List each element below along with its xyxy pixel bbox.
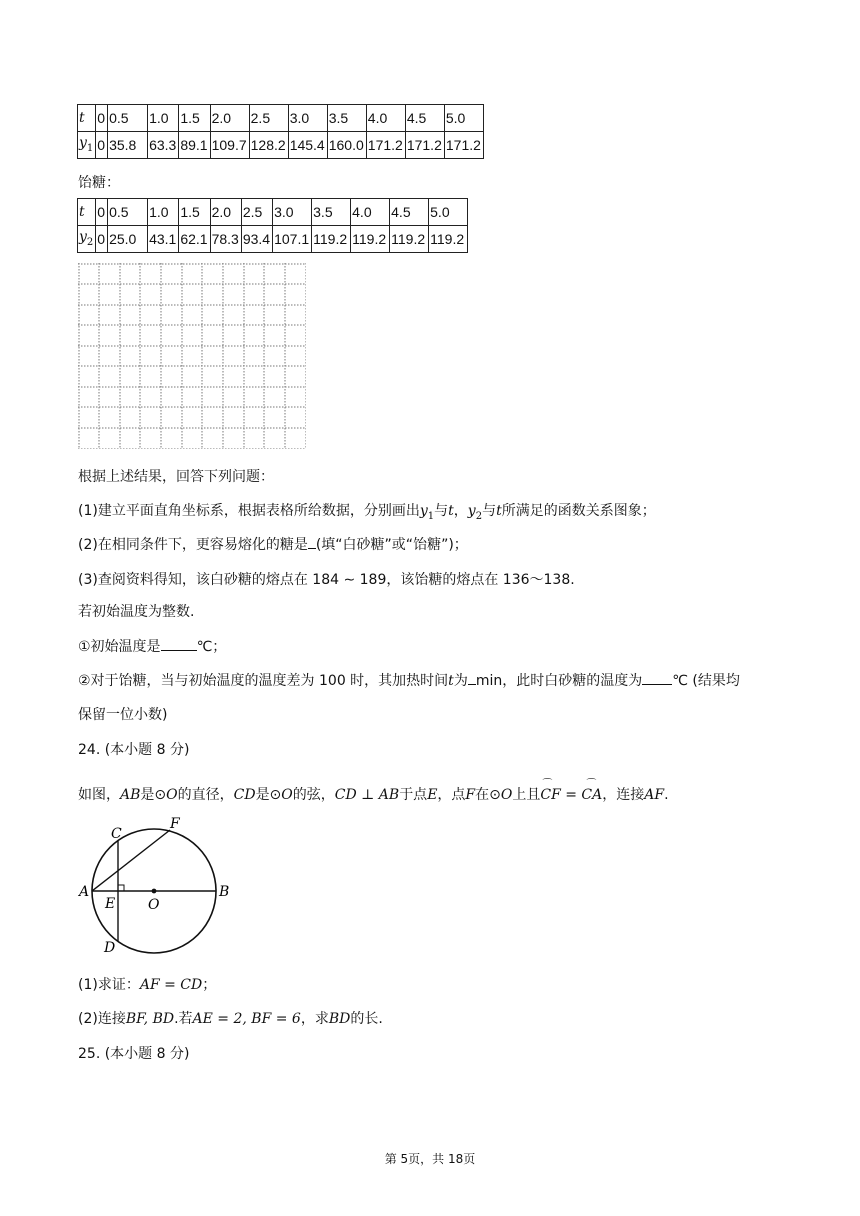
text-run: (1)建立平面直角坐标系，根据表格所给数据，分别画出 bbox=[78, 503, 420, 519]
answer-blank[interactable] bbox=[161, 636, 197, 651]
arc-mark-icon: ⌒ bbox=[542, 779, 553, 790]
var-sub: 2 bbox=[86, 236, 94, 248]
text-run: ①初始温度是 bbox=[78, 639, 161, 655]
q23-sub1 bbox=[78, 636, 226, 656]
text-run: 与 bbox=[482, 503, 497, 519]
text-run: min，此时白砂糖的温度为 bbox=[475, 673, 643, 689]
table-cell: 119.2 bbox=[351, 226, 390, 253]
table-cell: 119.2 bbox=[390, 226, 429, 253]
table-cell: 4.5 bbox=[405, 105, 444, 132]
table-cell: 2.0 bbox=[210, 199, 241, 226]
math-var: t bbox=[448, 673, 454, 689]
text-run: (2)在相同条件下，更容易熔化的糖是 bbox=[78, 537, 308, 553]
table-row bbox=[78, 105, 484, 132]
arc-mark-icon: ⌒ bbox=[586, 779, 597, 790]
var-sub: 1 bbox=[427, 510, 435, 522]
page-footer: 第 5页，共 18页 bbox=[384, 1152, 476, 1166]
math-var: BD bbox=[328, 1011, 351, 1027]
table-cell: 25.0 bbox=[108, 226, 148, 253]
math-var: F bbox=[465, 787, 476, 803]
label-c: C bbox=[111, 826, 122, 842]
math-var: O bbox=[166, 787, 178, 803]
text-run: 是⊙ bbox=[255, 787, 282, 803]
math-var: AB bbox=[120, 787, 141, 803]
text-run: 于点 bbox=[399, 787, 428, 803]
math-expr bbox=[540, 779, 603, 803]
var-y: y bbox=[79, 135, 87, 152]
q23-part2 bbox=[78, 534, 468, 554]
table-row bbox=[78, 199, 468, 226]
table-cell: 5.0 bbox=[444, 105, 483, 132]
answer-blank[interactable] bbox=[468, 670, 476, 685]
arc-equation: CF = CA bbox=[540, 787, 603, 803]
caramel-label: 饴糖： bbox=[78, 175, 120, 191]
var-y: y bbox=[467, 503, 476, 519]
table-cell: 107.1 bbox=[273, 226, 312, 253]
table-row bbox=[78, 226, 468, 253]
var-sub: 2 bbox=[475, 510, 483, 522]
label-e: E bbox=[105, 896, 116, 912]
table-cell: 4.0 bbox=[366, 105, 405, 132]
var-y: y bbox=[419, 503, 428, 519]
table-cell: 43.1 bbox=[148, 226, 179, 253]
text-run: ℃； bbox=[196, 639, 227, 655]
label-a: A bbox=[79, 884, 90, 900]
table-cell: 2.5 bbox=[249, 105, 288, 132]
text-run: (填“白砂糖”或“饴糖”)； bbox=[315, 537, 468, 553]
text-run: 如图， bbox=[78, 787, 120, 803]
table-cell: 0 bbox=[96, 199, 108, 226]
text-run: .若 bbox=[174, 1011, 193, 1027]
table-cell: 2.0 bbox=[210, 105, 249, 132]
math-var bbox=[467, 503, 483, 522]
math-var: AF bbox=[644, 787, 665, 803]
table-cell: 109.7 bbox=[210, 132, 249, 159]
table-cell: 4.0 bbox=[351, 199, 390, 226]
chord-af bbox=[92, 830, 170, 891]
q23-intro: 根据上述结果，回答下列问题： bbox=[78, 469, 274, 485]
text-run: 是⊙ bbox=[140, 787, 167, 803]
text-run: 所满足的函数关系图象； bbox=[501, 503, 656, 519]
table-row bbox=[78, 132, 484, 159]
circle-geometry-figure bbox=[74, 810, 234, 960]
table-cell: 0.5 bbox=[108, 199, 148, 226]
text-run: ， bbox=[453, 503, 468, 519]
math-var: O bbox=[500, 787, 513, 803]
table-cell: 4.5 bbox=[390, 199, 429, 226]
label-b: B bbox=[219, 884, 230, 900]
table-cell: 5.0 bbox=[429, 199, 468, 226]
text-run: ，求 bbox=[300, 1011, 329, 1027]
table-cell-var bbox=[78, 132, 96, 159]
text-run: 在⊙ bbox=[475, 787, 501, 803]
center-point-o bbox=[152, 889, 157, 894]
table-cell: 119.2 bbox=[312, 226, 351, 253]
table-cell: 160.0 bbox=[327, 132, 366, 159]
text-run: 的弦， bbox=[292, 787, 335, 803]
table-cell: 35.8 bbox=[108, 132, 148, 159]
table-cell: 63.3 bbox=[148, 132, 179, 159]
text-run: 为 bbox=[453, 673, 468, 689]
table-cell: 0 bbox=[96, 132, 108, 159]
table-cell: 3.0 bbox=[288, 105, 327, 132]
math-var: O bbox=[281, 787, 293, 803]
q23-integer-note: 若初始温度为整数. bbox=[78, 604, 195, 620]
text-run: ，点 bbox=[437, 787, 466, 803]
table-cell-var: t bbox=[78, 105, 96, 132]
answer-blank[interactable] bbox=[308, 534, 316, 549]
math-var: t bbox=[496, 503, 502, 519]
table-cell: 119.2 bbox=[429, 226, 468, 253]
q24-header: 24. (本小题 8 分) bbox=[78, 742, 190, 758]
table-cell: 3.0 bbox=[273, 199, 312, 226]
var-sub: 1 bbox=[86, 142, 94, 154]
table-cell: 171.2 bbox=[405, 132, 444, 159]
math-var: E bbox=[427, 787, 438, 803]
math-var: CD bbox=[233, 787, 256, 803]
q23-sub2-cont: 保留一位小数) bbox=[78, 707, 168, 723]
table-cell: 0 bbox=[96, 105, 108, 132]
text-run: . bbox=[664, 787, 669, 803]
text-run: 与 bbox=[434, 503, 449, 519]
q24-sub2 bbox=[78, 1008, 383, 1028]
label-o: O bbox=[148, 897, 160, 913]
sugar-data-table-2 bbox=[77, 198, 468, 253]
q25-header: 25. (本小题 8 分) bbox=[78, 1046, 190, 1062]
table-cell: 0 bbox=[96, 226, 108, 253]
table-cell-var: t bbox=[78, 199, 96, 226]
text-run: ，连接 bbox=[602, 787, 645, 803]
q23-sub2 bbox=[78, 670, 740, 690]
table-cell: 62.1 bbox=[179, 226, 210, 253]
label-f: F bbox=[170, 816, 180, 832]
text-run: 的长. bbox=[350, 1011, 383, 1027]
math-var: t bbox=[448, 503, 454, 519]
table-cell: 1.5 bbox=[179, 105, 210, 132]
table-cell: 1.5 bbox=[179, 199, 210, 226]
table-cell: 128.2 bbox=[249, 132, 288, 159]
math-expr: CD ⊥ AB bbox=[334, 787, 400, 803]
table-cell: 78.3 bbox=[210, 226, 241, 253]
math-expr: AF = CD bbox=[139, 977, 203, 993]
q23-part3: (3)查阅资料得知，该白砂糖的熔点在 184 ∼ 189，该饴糖的熔点在 136～138. bbox=[78, 572, 575, 588]
table-cell: 89.1 bbox=[179, 132, 210, 159]
answer-blank[interactable] bbox=[642, 670, 672, 685]
var-y: y bbox=[79, 229, 87, 246]
table-cell: 145.4 bbox=[288, 132, 327, 159]
math-expr: BF, BD bbox=[125, 1011, 175, 1027]
label-d: D bbox=[104, 940, 116, 956]
text-run: ②对于饴糖，当与初始温度的温度差为 100 时，其加热时间 bbox=[78, 673, 449, 689]
right-angle-mark bbox=[118, 885, 124, 891]
q24-sub1 bbox=[78, 974, 216, 994]
q23-part1 bbox=[78, 500, 656, 522]
text-run: (2)连接 bbox=[78, 1011, 126, 1027]
q24-stem bbox=[78, 779, 669, 804]
text-run: 上且 bbox=[512, 787, 541, 803]
table-cell: 3.5 bbox=[312, 199, 351, 226]
math-expr: AE = 2, BF = 6 bbox=[192, 1011, 301, 1027]
text-run: ； bbox=[202, 977, 217, 993]
table-cell: 3.5 bbox=[327, 105, 366, 132]
table-cell: 171.2 bbox=[366, 132, 405, 159]
blank-grid-paper bbox=[78, 263, 306, 449]
table-cell: 0.5 bbox=[108, 105, 148, 132]
table-cell-var bbox=[78, 226, 96, 253]
text-run: 的直径， bbox=[177, 787, 234, 803]
math-var bbox=[419, 503, 435, 522]
sugar-data-table-1 bbox=[77, 104, 484, 159]
table-cell: 2.5 bbox=[241, 199, 272, 226]
table-cell: 93.4 bbox=[241, 226, 272, 253]
table-cell: 1.0 bbox=[148, 199, 179, 226]
text-run: (1)求证： bbox=[78, 977, 140, 993]
text-run: ℃ (结果均 bbox=[672, 673, 740, 689]
table-cell: 1.0 bbox=[148, 105, 179, 132]
table-cell: 171.2 bbox=[444, 132, 483, 159]
